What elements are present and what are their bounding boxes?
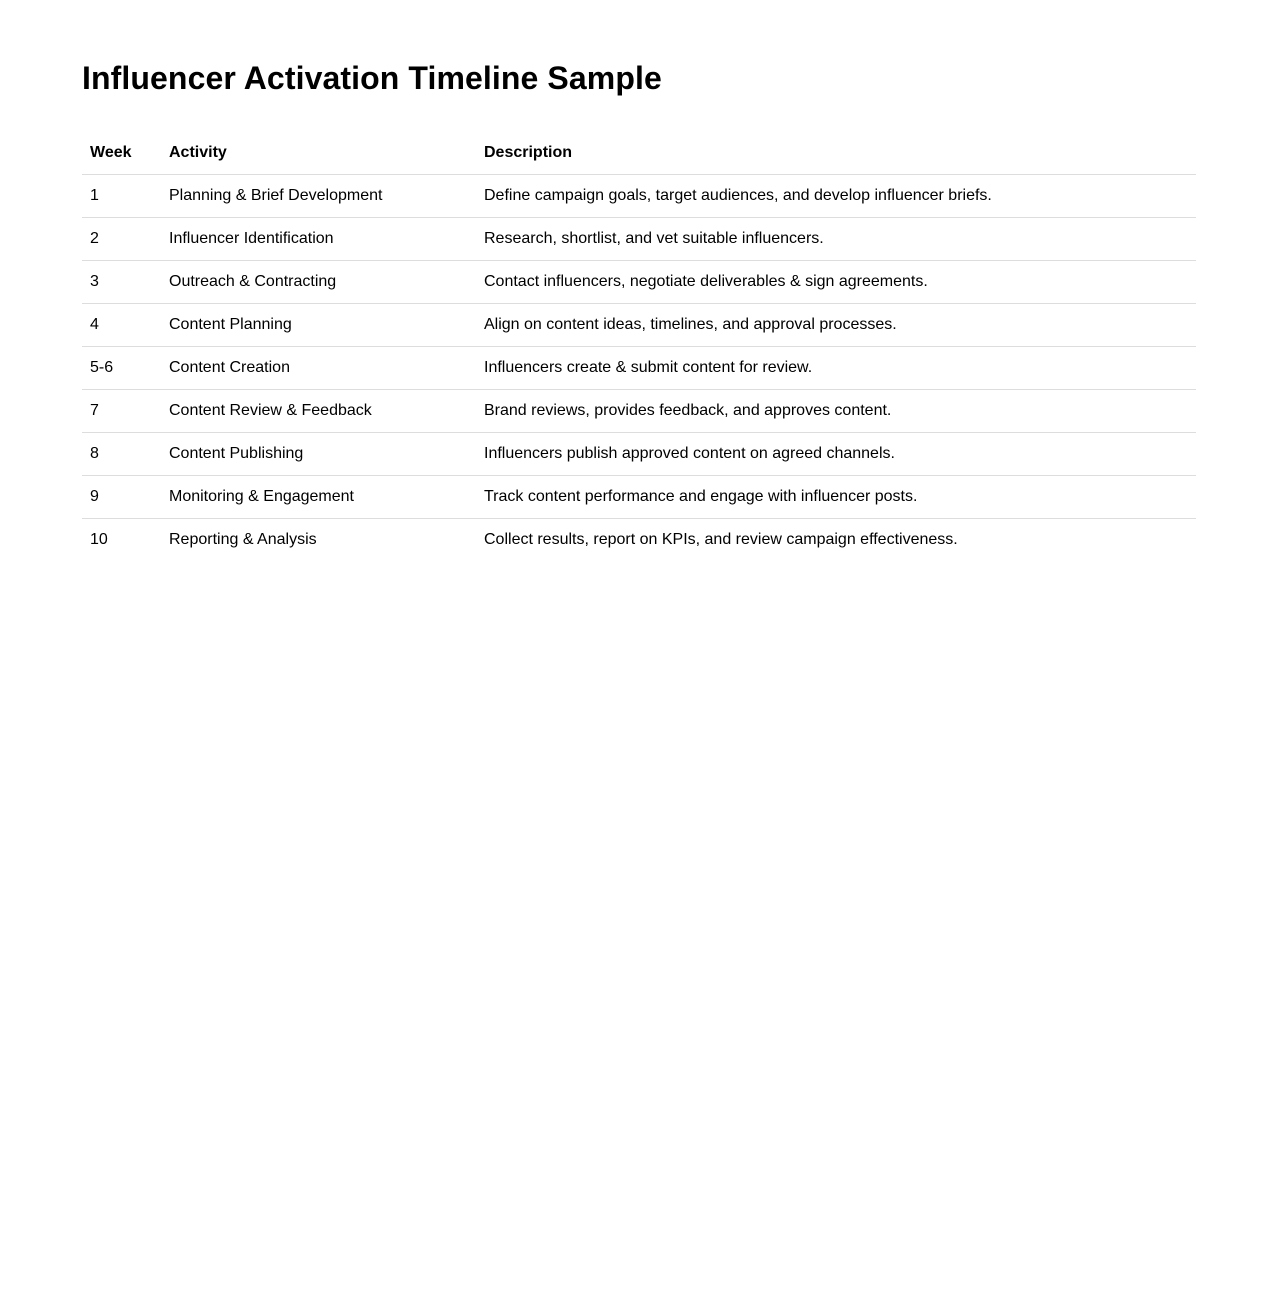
timeline-table (82, 132, 1196, 561)
table-row (82, 476, 1196, 519)
week-cell: 9 (90, 488, 99, 505)
column-header-description: Description (476, 132, 1196, 175)
description-cell: Define campaign goals, target audiences, and develop influencer briefs. (484, 187, 992, 204)
activity-cell: Outreach & Contracting (169, 273, 337, 290)
activity-cell: Planning & Brief Development (169, 187, 383, 204)
description-cell: Brand reviews, provides feedback, and approves content. (484, 402, 892, 419)
table-row (82, 175, 1196, 218)
activity-cell: Content Publishing (169, 445, 304, 462)
activity-cell: Content Planning (169, 316, 292, 333)
table-row (82, 304, 1196, 347)
table-row (82, 218, 1196, 261)
description-cell: Align on content ideas, timelines, and approval processes. (484, 316, 897, 333)
column-header-activity: Activity (161, 132, 476, 175)
column-header-week: Week (82, 132, 161, 175)
table-row (82, 390, 1196, 433)
document-page (0, 0, 1278, 561)
activity-cell: Monitoring & Engagement (169, 488, 354, 505)
table-row (82, 519, 1196, 562)
description-cell: Contact influencers, negotiate deliverables & sign agreements. (484, 273, 928, 290)
page-title: Influencer Activation Timeline Sample (82, 60, 662, 96)
week-cell: 10 (90, 531, 108, 548)
activity-cell: Reporting & Analysis (169, 531, 317, 548)
activity-cell: Content Creation (169, 359, 290, 376)
table-row (82, 347, 1196, 390)
table-row (82, 433, 1196, 476)
week-cell: 1 (90, 187, 99, 204)
description-cell: Track content performance and engage with influencer posts. (484, 488, 918, 505)
description-cell: Influencers publish approved content on agreed channels. (484, 445, 895, 462)
description-cell: Research, shortlist, and vet suitable influencers. (484, 230, 824, 247)
week-cell: 2 (90, 230, 99, 247)
table-header-row (82, 132, 1196, 175)
activity-cell: Content Review & Feedback (169, 402, 372, 419)
week-cell: 4 (90, 316, 99, 333)
week-cell: 3 (90, 273, 99, 290)
description-cell: Collect results, report on KPIs, and review campaign effectiveness. (484, 531, 958, 548)
table-row (82, 261, 1196, 304)
description-cell: Influencers create & submit content for review. (484, 359, 813, 376)
week-cell: 8 (90, 445, 99, 462)
week-cell: 5-6 (90, 359, 114, 376)
week-cell: 7 (90, 402, 99, 419)
activity-cell: Influencer Identification (169, 230, 334, 247)
